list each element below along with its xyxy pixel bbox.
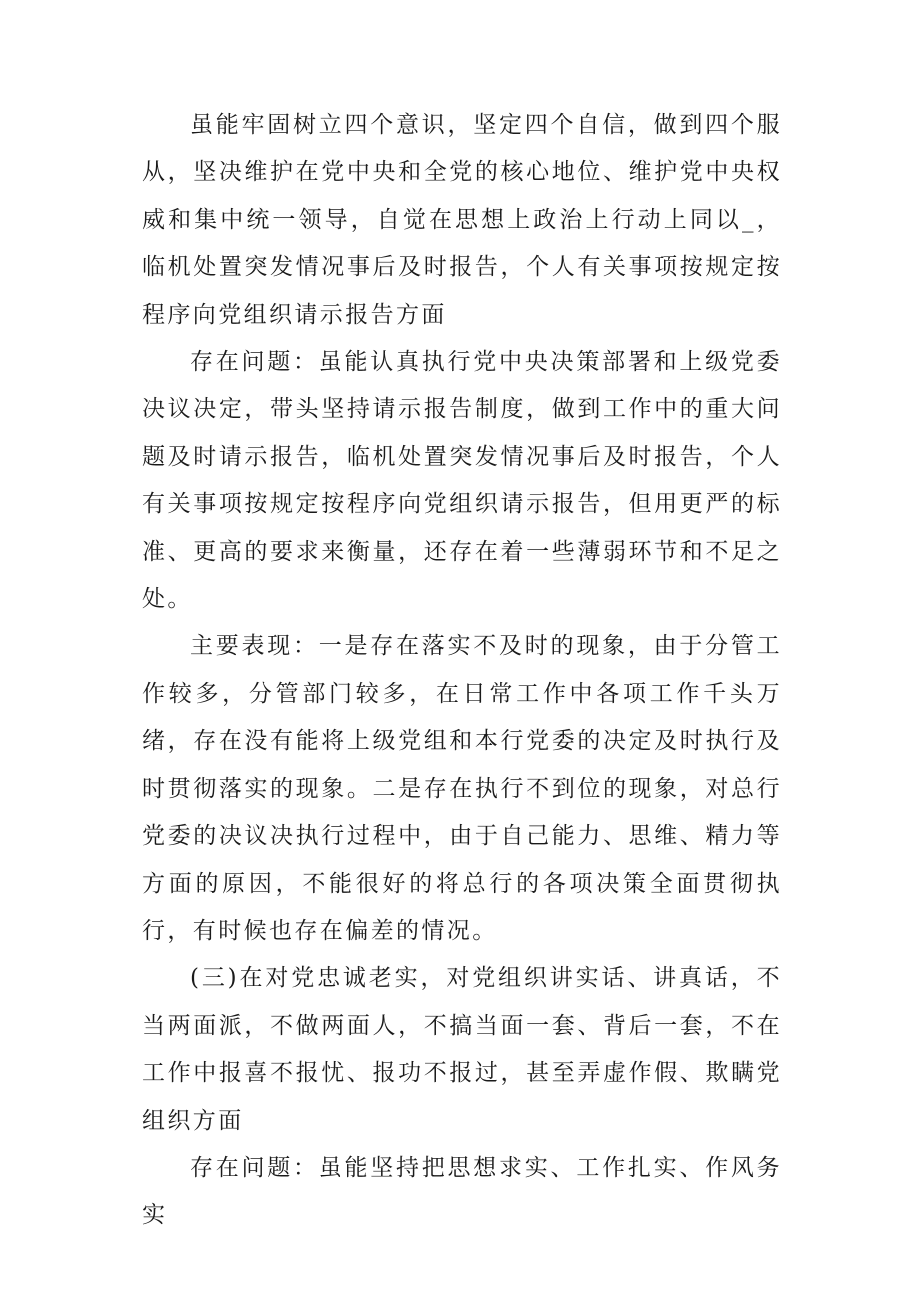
document-body — [142, 102, 782, 1240]
paragraph-5: 存在问题：虽能坚持把思想求实、工作扎实、作风务实 — [142, 1154, 782, 1229]
paragraph-4: (三)在对党忠诚老实，对党组织讲实话、讲真话，不当两面派，不做两面人，不搞当面一套、背后一套，不在工作中报喜不报忧、报功不报过，甚至弄虚作假、欺瞒党组织方面 — [142, 965, 782, 1134]
paragraph-1: 虽能牢固树立四个意识，坚定四个自信，做到四个服从，坚决维护在党中央和全党的核心地位、维护党中央权威和集中统一领导，自觉在思想上政治上行动上同以_，临机处置突发情况事后及时报告，个人有关事项按规定按程序向党组织请示报告方面 — [142, 112, 782, 328]
paragraph-3: 主要表现：一是存在落实不及时的现象，由于分管工作较多，分管部门较多，在日常工作中各项工作千头万绪，存在没有能将上级党组和本行党委的决定及时执行及时贯彻落实的现象。二是存在执行不到位的现象，对总行党委的决议决执行过程中，由于自己能力、思维、精力等方面的原因，不能很好的将总行的各项决策全面贯彻执行，有时候也存在偏差的情况。 — [142, 633, 782, 944]
paragraph-2: 存在问题：虽能认真执行党中央决策部署和上级党委决议决定，带头坚持请示报告制度，做到工作中的重大问题及时请示报告，临机处置突发情况事后及时报告，个人有关事项按规定按程序向党组织请示报告，但用更严的标准、更高的要求来衡量，还存在着一些薄弱环节和不足之处。 — [142, 349, 782, 613]
